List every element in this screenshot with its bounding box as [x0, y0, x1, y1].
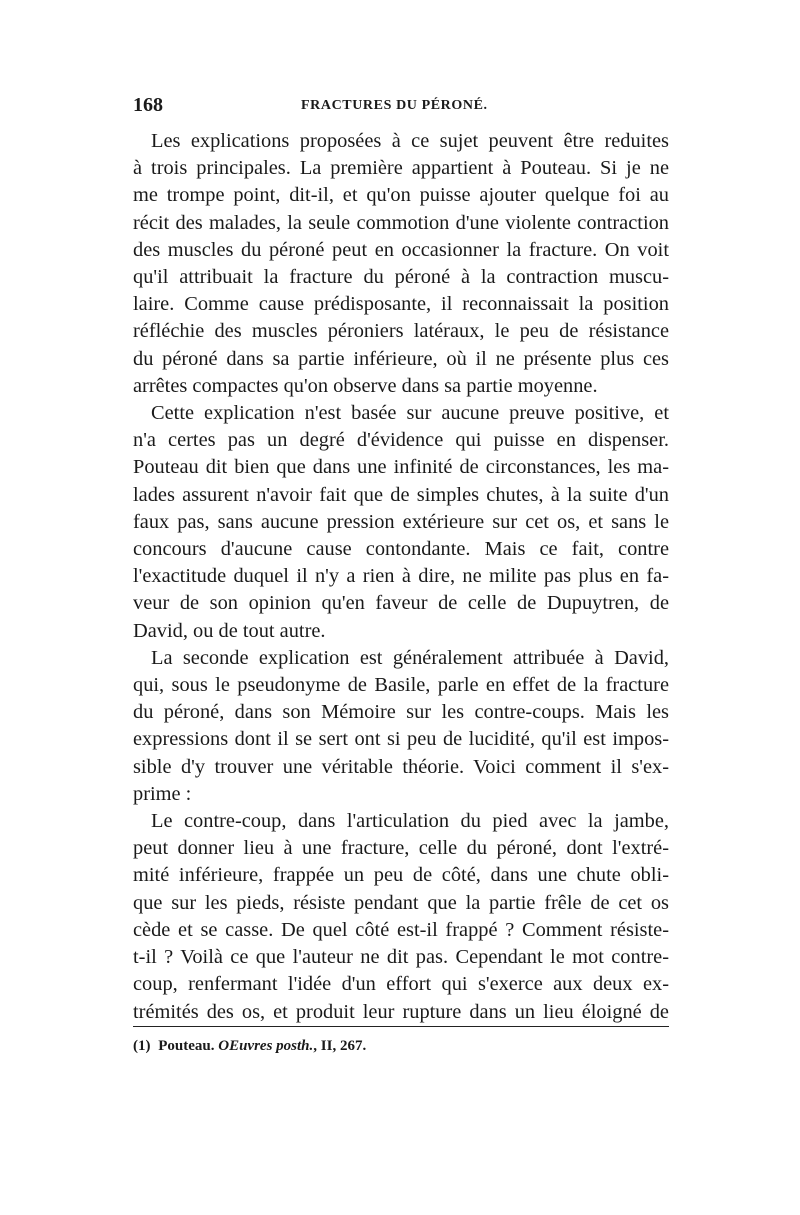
text-line: sible d'y trouver une véritable théorie. Voici comment il s'ex- — [133, 755, 669, 778]
text-line: laire. Comme cause prédisposante, il reconnaissait la position — [133, 293, 669, 316]
text-line: arrêtes compactes qu'on observe dans sa partie moyenne. — [133, 374, 598, 397]
text-line: Cette explication n'est basée sur aucune preuve positive, et — [151, 402, 669, 425]
text-line: veur de son opinion qu'en faveur de celle de Dupuytren, de — [133, 592, 669, 615]
paragraph — [133, 128, 669, 400]
text-line: cède et se casse. De quel côté est-il frappé ? Comment résiste- — [133, 918, 669, 941]
text-line: La seconde explication est généralement attribuée à David, — [151, 646, 669, 669]
text-line: mité inférieure, frappée un peu de côté, dans une chute obli- — [133, 864, 669, 887]
text-line: concours d'aucune cause contondante. Mais ce fait, contre — [133, 538, 669, 561]
text-line: Le contre-coup, dans l'articulation du pied avec la jambe, — [151, 810, 669, 833]
text-line: n'a certes pas un degré d'évidence qui puisse en dispenser. — [133, 429, 669, 452]
page-header — [133, 94, 669, 118]
text-line: Les explications proposées à ce sujet peuvent être reduites — [151, 130, 669, 152]
text-line: qu'il attribuait la fracture du péroné à la contraction muscu- — [133, 266, 669, 289]
footnote-divider — [133, 1026, 669, 1027]
running-title: FRACTURES DU PÉRONÉ. — [301, 98, 488, 113]
text-line: t-il ? Voilà ce que l'auteur ne dit pas. Cependant le mot contre- — [133, 946, 669, 969]
footnote-title: OEuvres posth. — [218, 1038, 314, 1054]
text-line: peut donner lieu à une fracture, celle du péroné, dont l'extré- — [133, 837, 669, 860]
text-line: lades assurent n'avoir fait que de simples chutes, à la suite d'un — [133, 483, 669, 506]
text-line: des muscles du péroné peut en occasionner la fracture. On voit — [133, 238, 669, 261]
text-line: du péroné, dans son Mémoire sur les contre-coups. Mais les — [133, 701, 669, 724]
body-text — [133, 128, 669, 1026]
footnote-number: (1) — [133, 1038, 151, 1054]
text-line: récit des malades, la seule commotion d'une violente contraction — [133, 211, 669, 234]
text-line: trémités des os, et produit leur rupture dans un lieu éloigné de — [133, 1000, 669, 1023]
footnote-author: Pouteau. — [158, 1038, 215, 1054]
text-line: expressions dont il se sert ont si peu de lucidité, qu'il est impos- — [133, 728, 669, 751]
footnote-reference: , II, 267. — [313, 1038, 367, 1054]
text-line: Pouteau dit bien que dans une infinité de circonstances, les ma- — [133, 456, 669, 479]
text-line: me trompe point, dit-il, et qu'on puisse ajouter quelque foi au — [133, 184, 669, 207]
text-line: l'exactitude duquel il n'y a rien à dire, ne milite pas plus en fa- — [133, 565, 669, 588]
text-line: prime : — [133, 782, 192, 805]
text-line: qui, sous le pseudonyme de Basile, parle en effet de la fracture — [133, 674, 669, 697]
paragraph — [133, 808, 669, 1026]
text-line: coup, renfermant l'idée d'un effort qui s'exerce aux deux ex- — [133, 973, 669, 996]
text-line: que sur les pieds, résiste pendant que la partie frêle de cet os — [133, 891, 669, 914]
text-line: faux pas, sans aucune pression extérieure sur cet os, et sans le — [133, 510, 669, 533]
text-line: du péroné dans sa partie inférieure, où il ne présente plus ces — [133, 347, 669, 370]
text-line: réfléchie des muscles péroniers latéraux, le peu de résistance — [133, 320, 669, 343]
footnote — [133, 1036, 669, 1056]
page-number: 168 — [133, 94, 163, 116]
text-line: à trois principales. La première appartient à Pouteau. Si je ne — [133, 157, 669, 180]
text-line: David, ou de tout autre. — [133, 619, 326, 642]
paragraph — [133, 400, 669, 645]
paragraph — [133, 645, 669, 808]
